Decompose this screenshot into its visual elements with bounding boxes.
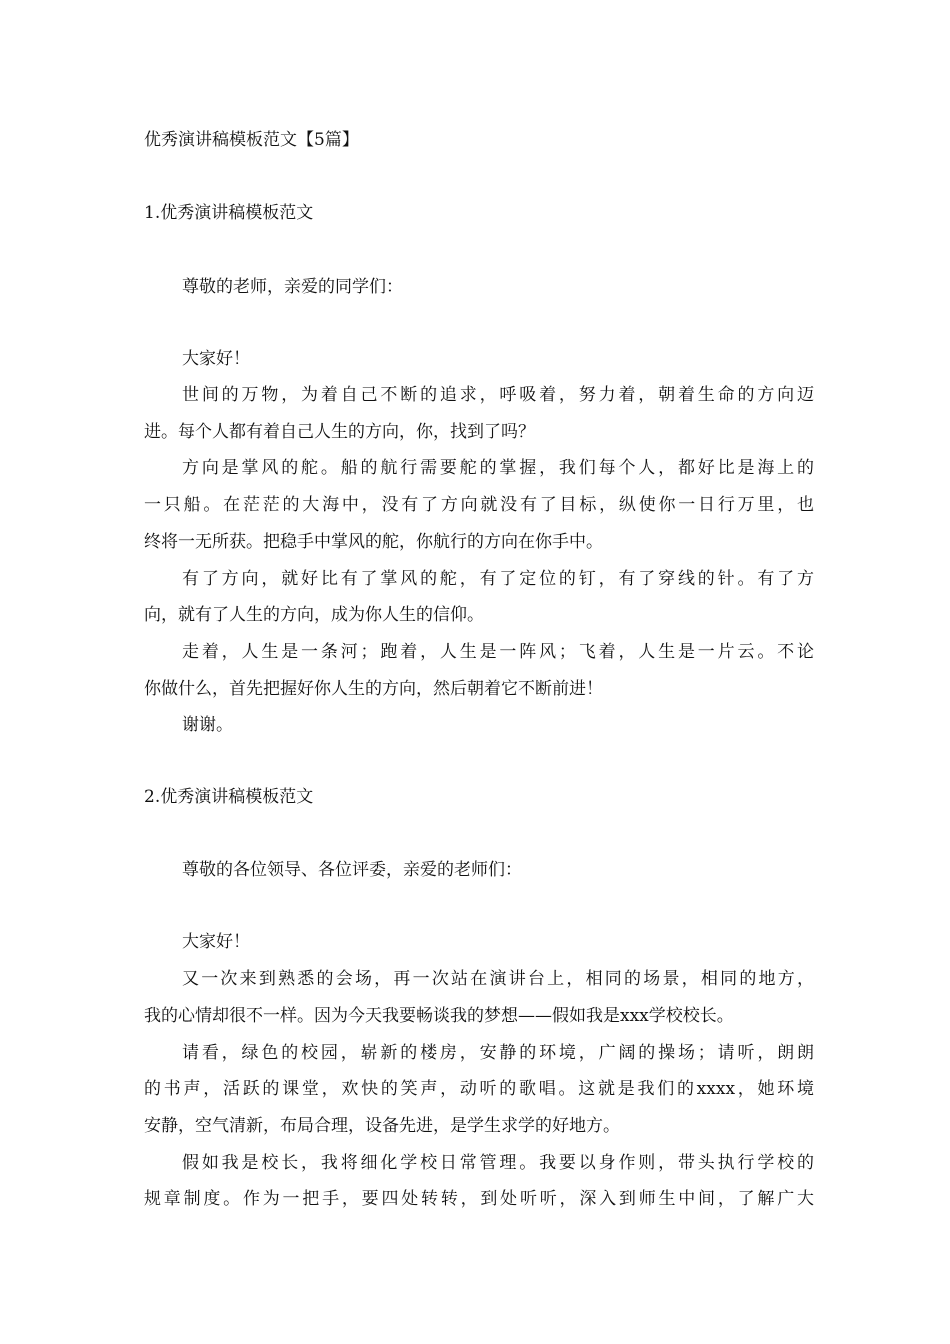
salutation: 尊敬的各位领导、各位评委，亲爱的老师们： [182, 860, 522, 880]
paragraph-line: 安静，空气清新，布局合理，设备先进，是学生求学的好地方。 [144, 1116, 620, 1136]
paragraph-line: 走着，人生是一条河；跑着，人生是一阵风；飞着，人生是一片云。不论 [182, 642, 814, 662]
paragraph-line: 一只船。在茫茫的大海中，没有了方向就没有了目标，纵使你一日行万里，也 [144, 495, 814, 515]
paragraph-line: 方向是掌风的舵。船的航行需要舵的掌握，我们每个人，都好比是海上的 [182, 458, 814, 478]
paragraph-line: 请看，绿色的校园，崭新的楼房，安静的环境，广阔的操场；请听，朗朗 [182, 1043, 814, 1063]
paragraph-line: 世间的万物，为着自己不断的追求，呼吸着，努力着，朝着生命的方向迈 [182, 385, 814, 405]
paragraph-line: 又一次来到熟悉的会场，再一次站在演讲台上，相同的场景，相同的地方， [182, 969, 814, 989]
section-heading: 2.优秀演讲稿模板范文 [144, 787, 314, 807]
section-heading: 1.优秀演讲稿模板范文 [144, 203, 314, 223]
paragraph-line: 进。每个人都有着自己人生的方向，你，找到了吗？ [144, 422, 535, 442]
paragraph-line: 谢谢。 [182, 715, 233, 735]
greeting: 大家好！ [182, 932, 250, 952]
paragraph-line: 向，就有了人生的方向，成为你人生的信仰。 [144, 605, 484, 625]
paragraph-line: 的书声，活跃的课堂，欢快的笑声，动听的歌唱。这就是我们的xxxx，她环境 [144, 1079, 814, 1099]
greeting: 大家好！ [182, 349, 250, 369]
paragraph-line: 有了方向，就好比有了掌风的舵，有了定位的钉，有了穿线的针。有了方 [182, 569, 814, 589]
paragraph-line: 规章制度。作为一把手，要四处转转，到处听听，深入到师生中间，了解广大 [144, 1189, 814, 1209]
salutation: 尊敬的老师，亲爱的同学们： [182, 277, 403, 297]
paragraph-line: 我的心情却很不一样。因为今天我要畅谈我的梦想——假如我是xxx学校校长。 [144, 1006, 734, 1026]
paragraph-line: 终将一无所获。把稳手中掌风的舵，你航行的方向在你手中。 [144, 532, 603, 552]
paragraph-line: 你做什么，首先把握好你人生的方向，然后朝着它不断前进！ [144, 679, 603, 699]
paragraph-line: 假如我是校长，我将细化学校日常管理。我要以身作则，带头执行学校的 [182, 1153, 814, 1173]
document-title: 优秀演讲稿模板范文【5篇】 [144, 130, 359, 150]
